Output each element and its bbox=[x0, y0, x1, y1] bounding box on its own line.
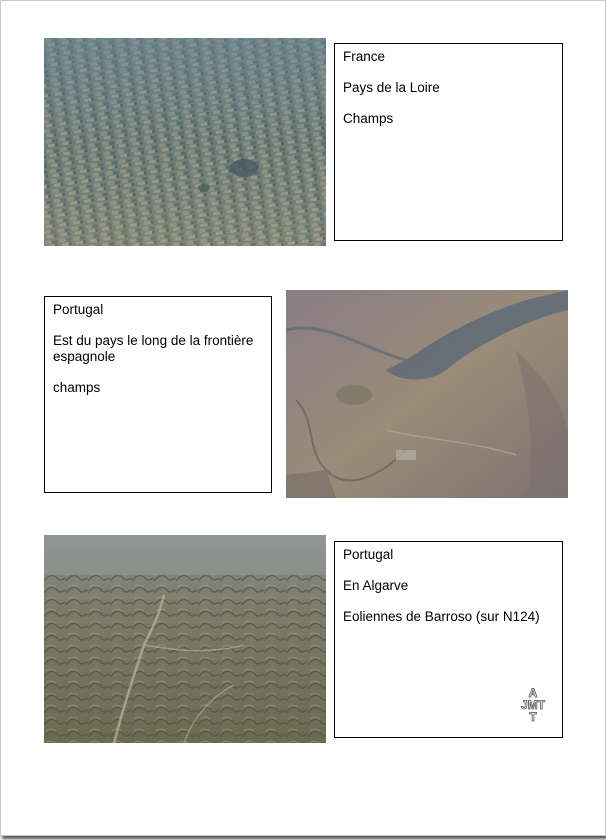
aerial-photo-algarve bbox=[44, 535, 326, 743]
caption-region: Pays de la Loire bbox=[343, 80, 440, 95]
aerial-photo-algarve-image bbox=[44, 535, 326, 743]
logo-line-top: A bbox=[528, 686, 538, 700]
caption-subject: champs bbox=[53, 380, 101, 395]
caption-country: Portugal bbox=[343, 547, 394, 562]
caption-card-portugal-east bbox=[44, 296, 272, 493]
caption-card-france bbox=[334, 43, 563, 241]
aerial-photo-portugal-border-image bbox=[286, 290, 568, 498]
caption-subject: Eoliennes de Barroso (sur N124) bbox=[343, 609, 540, 624]
aerial-photo-portugal-border bbox=[286, 290, 568, 498]
jmt-logo bbox=[516, 687, 550, 723]
caption-country: France bbox=[343, 49, 386, 64]
logo-line-middle: JMT bbox=[521, 698, 545, 712]
caption-region: En Algarve bbox=[343, 578, 409, 593]
aerial-photo-france-fields-image bbox=[44, 38, 326, 246]
aerial-photo-france-fields bbox=[44, 38, 326, 246]
logo-line-bottom: T bbox=[529, 710, 537, 724]
caption-card-algarve bbox=[334, 541, 563, 738]
caption-country: Portugal bbox=[53, 302, 104, 317]
caption-subject: Champs bbox=[343, 111, 394, 126]
caption-region: Est du pays le long de la frontière espagnole bbox=[53, 333, 254, 364]
